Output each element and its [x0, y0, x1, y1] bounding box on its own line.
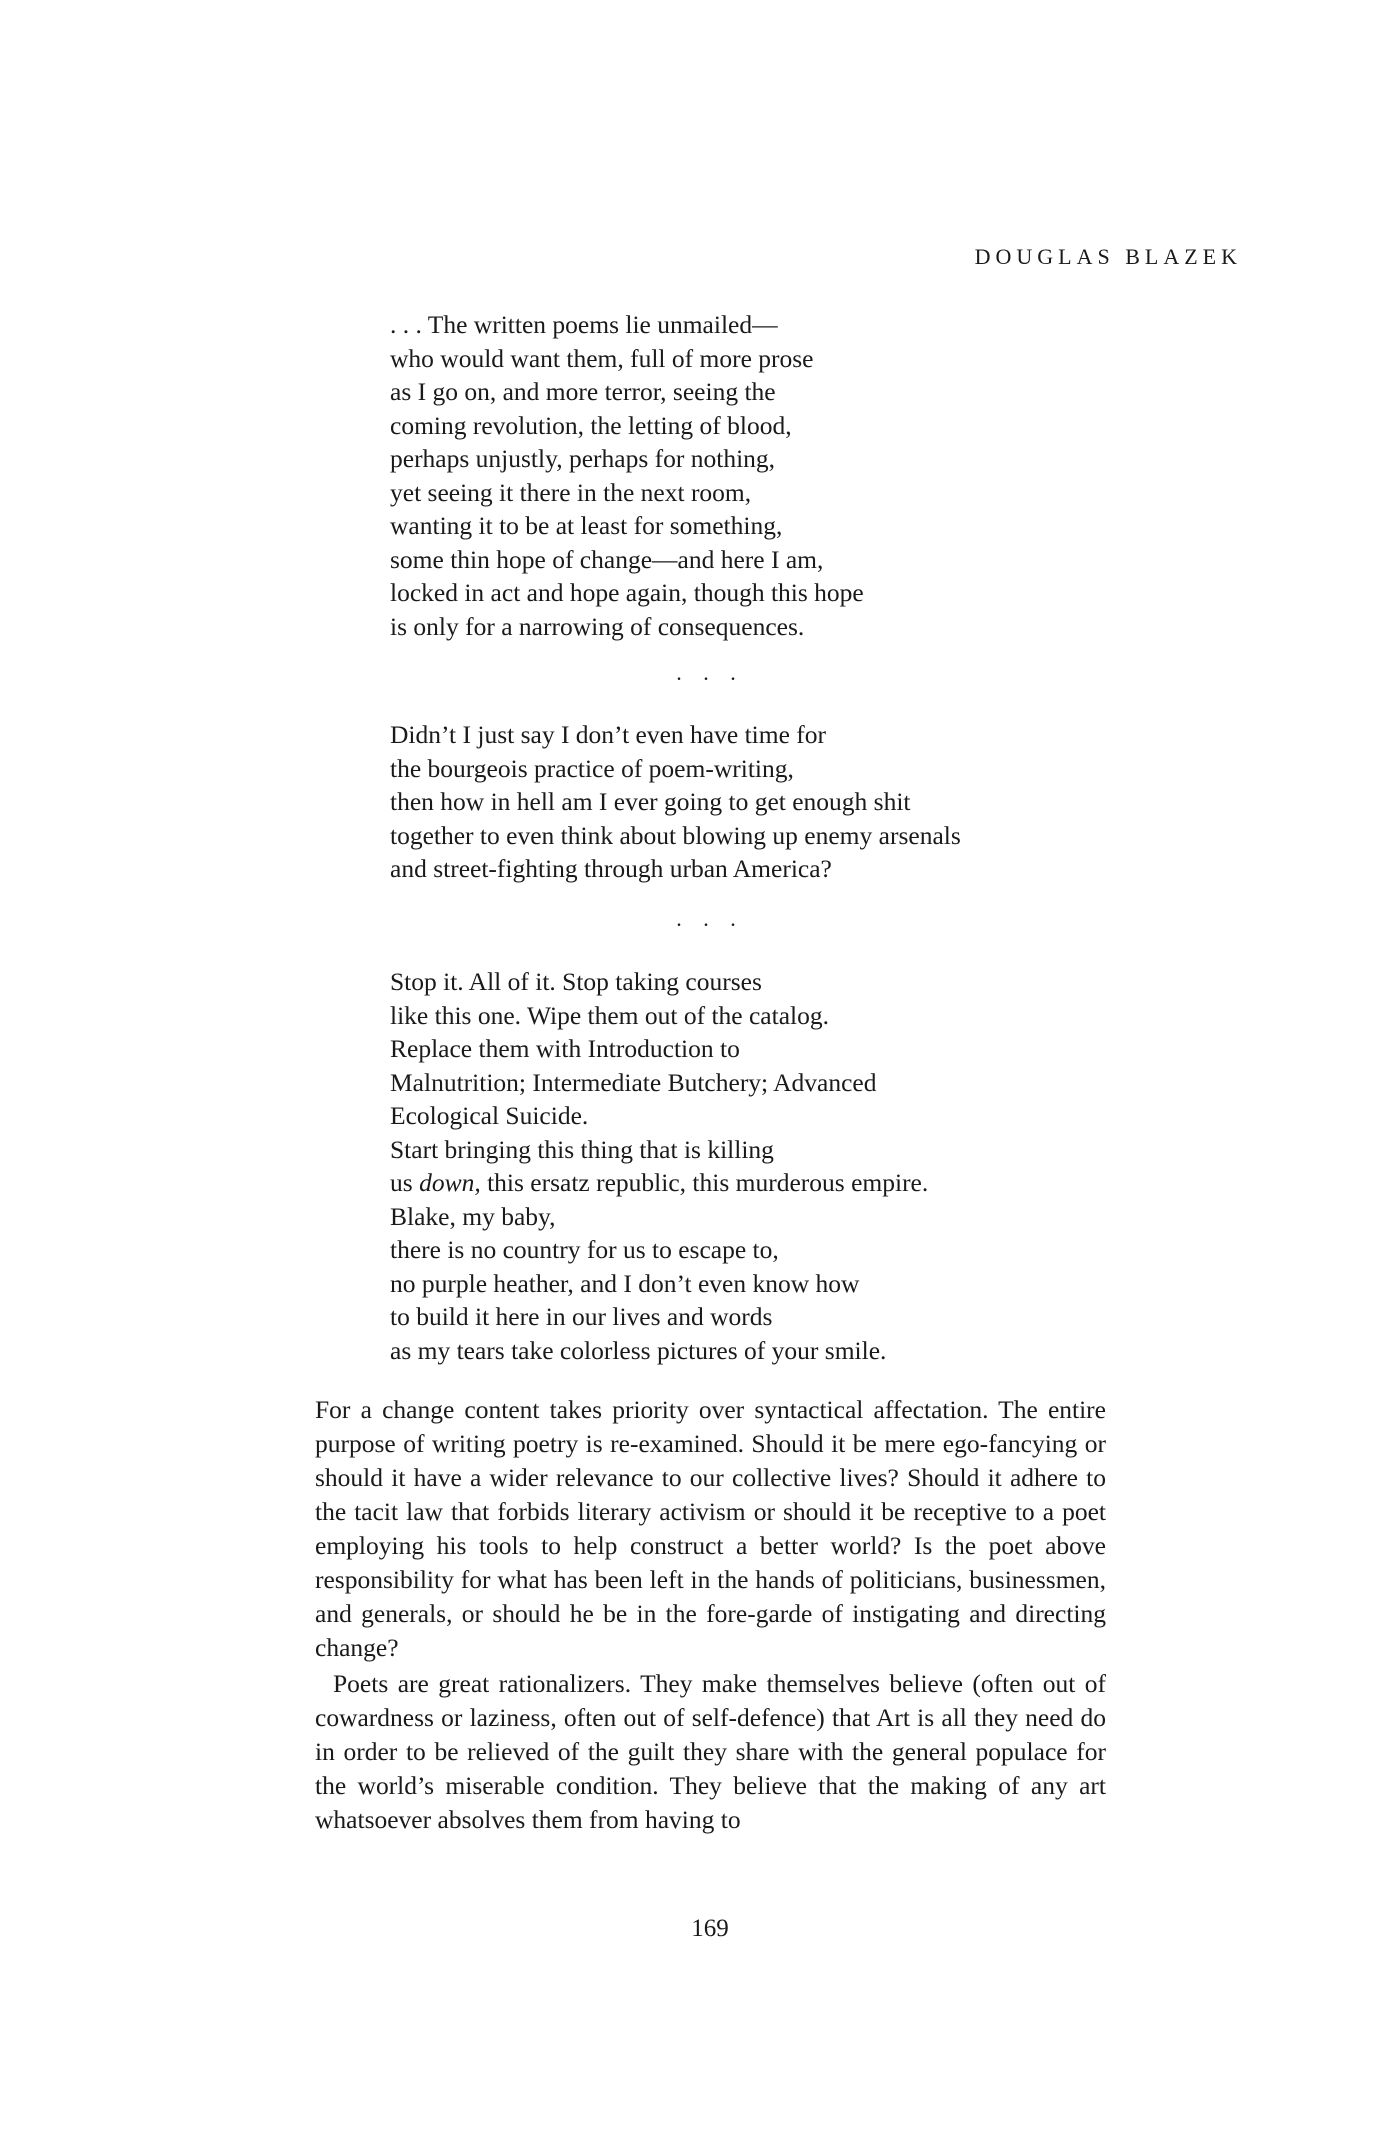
poem-line: coming revolution, the letting of blood, [390, 410, 792, 440]
poem-line: perhaps unjustly, perhaps for nothing, [390, 444, 776, 473]
poem-line: Malnutrition; Intermediate Butchery; Advanced [390, 1067, 877, 1097]
poem-line: Replace them with Introduction to [390, 1034, 740, 1063]
running-head: DOUGLAS BLAZEK [974, 244, 1242, 269]
poem-line: locked in act and hope again, though this hope [390, 578, 864, 607]
poem-line: is only for a narrowing of consequences. [390, 611, 805, 641]
poem-line: to build it here in our lives and words [390, 1302, 773, 1331]
poem-line: . . . The written poems lie unmailed— [390, 310, 778, 339]
poem-stanza-1 [390, 308, 1270, 643]
line-text: this ersatz republic, this murderous empire. [480, 1168, 929, 1197]
emphasized-word: down, [419, 1168, 481, 1197]
poem-line: the bourgeois practice of poem-writing, [390, 753, 794, 783]
line-text: us [390, 1168, 420, 1197]
poem-line: Didn’t I just say I don’t even have time for [390, 720, 827, 749]
poem-stanza-3 [390, 965, 1270, 1367]
poem-line: then how in hell am I ever going to get enough shit [390, 787, 911, 816]
poem-stanza-2 [390, 718, 1270, 886]
poem-line: together to even think about blowing up enemy arsenals [390, 820, 961, 850]
poem-line: yet seeing it there in the next room, [390, 477, 752, 507]
poem-line: who would want them, full of more prose [390, 343, 814, 373]
poem-line: some thin hope of change—and here I am, [390, 544, 824, 574]
poem-line: Stop it. All of it. Stop taking courses [390, 967, 762, 996]
section-break: . . . [676, 660, 744, 685]
poem-line: Blake, my baby, [390, 1201, 556, 1231]
section-break: . . . [676, 906, 744, 931]
poem-line: like this one. Wipe them out of the catalog. [390, 1000, 829, 1030]
poem-line: there is no country for us to escape to, [390, 1235, 779, 1264]
poem-line: Ecological Suicide. [390, 1101, 589, 1130]
poem-line: Start bringing this thing that is killing [390, 1134, 774, 1164]
poem-line [390, 1166, 1270, 1200]
body-paragraph: For a change content takes priority over syntactical affectation. The entire purpose of writing poetry is re-examined. Should it be mere ego-fancying or should it have a wider relevance to our collective lives? Should it adhere to the tacit law that forbids literary activism or should it be receptive to a poet employing his tools to help construct a better world? Is the poet above responsibility for what has been left in the hands of politicians, businessmen, and generals, or should he be in the fore-garde of instigating and directing change? [315, 1395, 1106, 1662]
body-paragraph: Poets are great rationalizers. They make themselves believe (often out of cowardness or laziness, often out of self-defence) that Art is all they need do in order to be relieved of the guilt they share with the general populace for the world’s miserable condition. They believe that the making of any art whatsoever absolves them from having to [315, 1669, 1106, 1834]
poem-line: no purple heather, and I don’t even know how [390, 1268, 860, 1298]
poem-line: and street-fighting through urban America? [390, 854, 832, 883]
poem-line: wanting it to be at least for something, [390, 511, 783, 540]
poem-line: as my tears take colorless pictures of your smile. [390, 1335, 887, 1365]
page-number: 169 [691, 1915, 729, 1942]
poem-line: as I go on, and more terror, seeing the [390, 377, 776, 406]
